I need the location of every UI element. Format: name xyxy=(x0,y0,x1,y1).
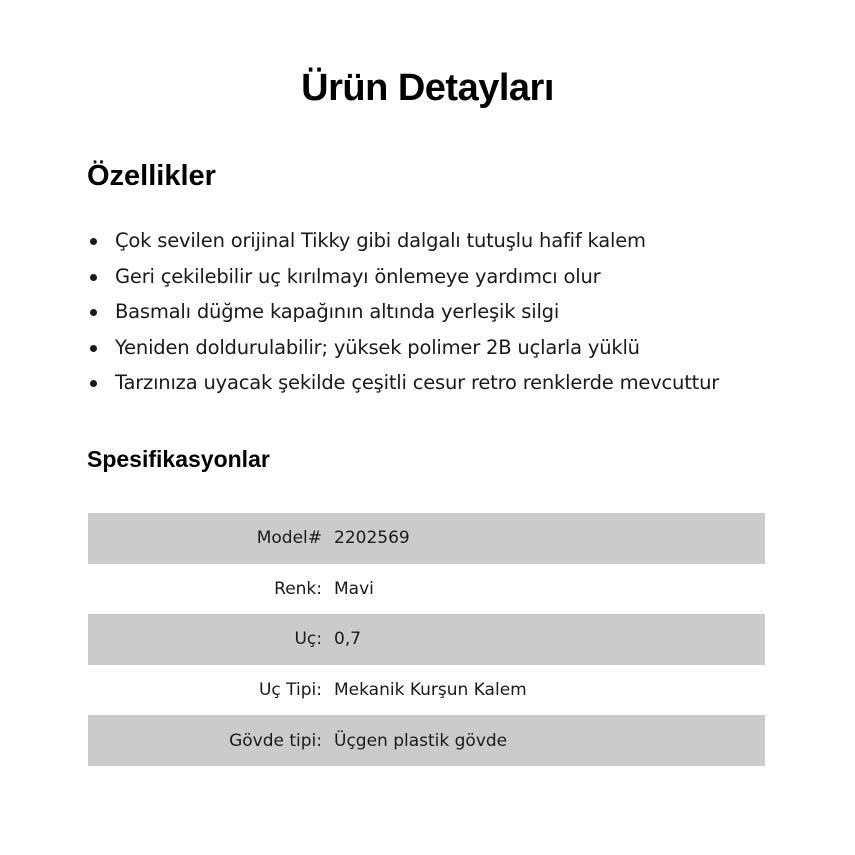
bullet-icon xyxy=(90,345,97,352)
spec-value: 2202569 xyxy=(334,513,765,564)
spec-row-model xyxy=(88,513,765,564)
spec-label: Uç Tipi: xyxy=(258,680,322,701)
specs-table xyxy=(88,513,765,766)
feature-item xyxy=(87,295,719,331)
spec-value: 0,7 xyxy=(334,614,765,665)
bullet-icon xyxy=(90,274,97,281)
feature-item xyxy=(87,224,719,260)
features-list xyxy=(87,224,719,402)
spec-row-body-type xyxy=(88,715,765,766)
feature-item-text: Geri çekilebilir uç kırılmayı önlemeye yardımcı olur xyxy=(115,264,601,288)
bullet-icon xyxy=(90,309,97,316)
feature-item xyxy=(87,331,719,367)
spec-label: Gövde tipi: xyxy=(88,715,334,766)
feature-item xyxy=(87,260,719,296)
spec-row-tip-type xyxy=(88,665,765,716)
feature-item-text: Basmalı düğme kapağının altında yerleşik silgi xyxy=(115,300,560,323)
spec-value: Mekanik Kurşun Kalem xyxy=(334,680,527,701)
spec-row-color xyxy=(88,564,765,615)
bullet-icon xyxy=(90,238,97,245)
feature-item-text: Yeniden doldurulabilir; yüksek polimer 2B uçlarla yüklü xyxy=(115,335,640,359)
feature-item-text: Tarzınıza uyacak şekilde çeşitli cesur retro renklerde mevcuttur xyxy=(115,371,720,394)
feature-item xyxy=(87,366,719,402)
page-title: Ürün Detayları xyxy=(301,67,554,109)
features-heading: Özellikler xyxy=(87,160,216,192)
bullet-icon xyxy=(90,380,97,387)
spec-value: Üçgen plastik gövde xyxy=(334,715,765,766)
spec-row-tip xyxy=(88,614,765,665)
spec-label: Model# xyxy=(88,513,334,564)
feature-item-text: Çok sevilen orijinal Tikky gibi dalgalı tutuşlu hafif kalem xyxy=(115,229,646,252)
spec-label: Renk: xyxy=(274,578,322,599)
spec-label: Uç: xyxy=(88,614,334,665)
specs-heading: Spesifikasyonlar xyxy=(87,446,270,472)
spec-value: Mavi xyxy=(334,578,374,599)
